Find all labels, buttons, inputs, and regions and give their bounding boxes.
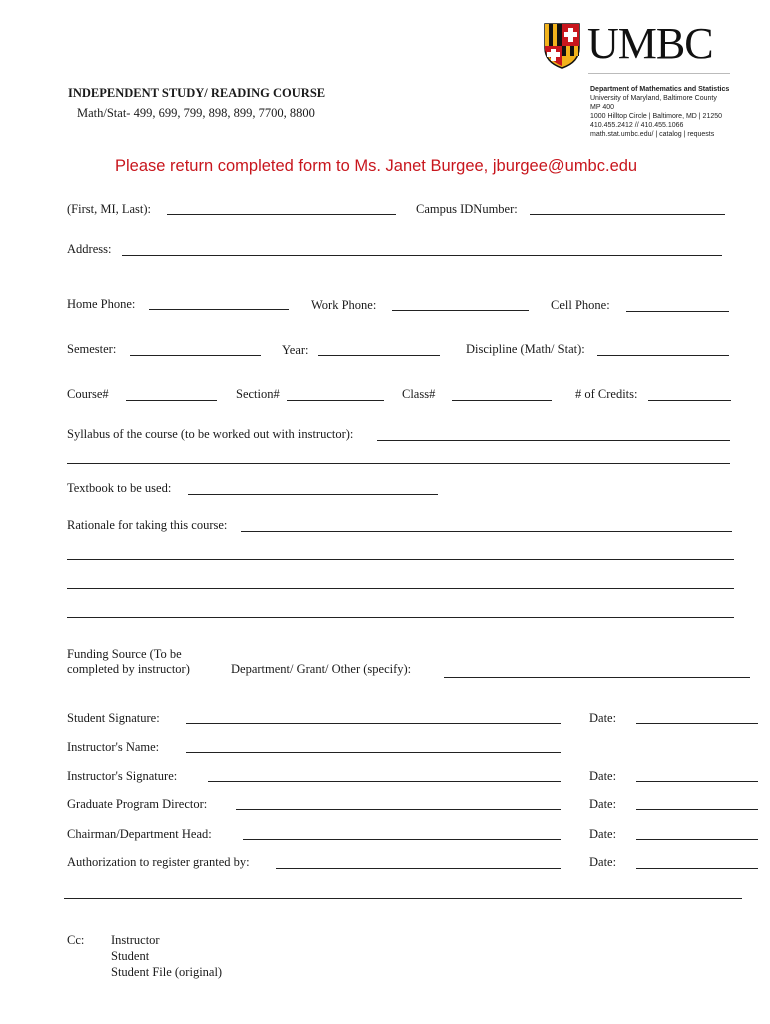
form-subtitle: Math/Stat- 499, 699, 799, 898, 899, 7700, 8800 — [77, 106, 315, 120]
cc-item-student: Student — [111, 949, 150, 963]
student-signature-field[interactable] — [186, 723, 561, 724]
cell-phone-field[interactable] — [626, 311, 729, 312]
dept-address: 1000 Hilltop Circle | Baltimore, MD | 21250 — [590, 113, 723, 120]
funding-label-1: Funding Source (To be — [67, 647, 182, 661]
cell-phone-label: Cell Phone: — [551, 298, 610, 312]
funding-detail-label: Department/ Grant/ Other (specify): — [231, 662, 412, 676]
credits-label: # of Credits: — [575, 387, 638, 401]
instructor-signature-label: Instructor's Signature: — [67, 769, 178, 783]
instructor-name-field[interactable] — [186, 752, 561, 753]
chairman-field[interactable] — [243, 839, 561, 840]
discipline-label: Discipline (Math/ Stat): — [466, 342, 585, 356]
funding-label-2: completed by instructor) — [67, 662, 190, 676]
class-label: Class# — [402, 387, 436, 401]
form-title: INDEPENDENT STUDY/ READING COURSE — [68, 86, 326, 100]
grad-director-date-label: Date: — [589, 797, 617, 811]
cc-item-student-file: Student File (original) — [111, 965, 223, 979]
campus-id-field[interactable] — [530, 214, 725, 215]
course-field[interactable] — [126, 400, 217, 401]
authorization-date-label: Date: — [589, 855, 617, 869]
dept-web: math.stat.umbc.edu/ | catalog | requests — [590, 131, 715, 138]
rationale-field-3[interactable] — [67, 588, 734, 589]
syllabus-label: Syllabus of the course (to be worked out with instructor): — [67, 427, 354, 441]
name-label: (First, MI, Last): — [67, 202, 152, 216]
umbc-logo — [543, 18, 733, 72]
umbc-wordmark: UMBC — [587, 19, 713, 68]
student-signature-label: Student Signature: — [67, 711, 160, 725]
year-label: Year: — [282, 343, 309, 357]
work-phone-field[interactable] — [392, 310, 529, 311]
authorization-field[interactable] — [276, 868, 561, 869]
grad-director-label: Graduate Program Director: — [67, 797, 208, 811]
instructor-name-label: Instructor's Name: — [67, 740, 160, 754]
section-divider — [64, 898, 742, 899]
student-date-field[interactable] — [636, 723, 758, 724]
campus-id-label: Campus IDNumber: — [416, 202, 518, 216]
authorization-label: Authorization to register granted by: — [67, 855, 250, 869]
maryland-flag-shield-icon — [543, 22, 581, 70]
rationale-field-4[interactable] — [67, 617, 734, 618]
syllabus-field-2[interactable] — [67, 463, 730, 464]
rationale-field-2[interactable] — [67, 559, 734, 560]
address-label: Address: — [67, 242, 112, 256]
grad-director-date-field[interactable] — [636, 809, 758, 810]
course-label: Course# — [67, 387, 109, 401]
chairman-label: Chairman/Department Head: — [67, 827, 212, 841]
instructor-date-label: Date: — [589, 769, 617, 783]
textbook-field[interactable] — [188, 494, 438, 495]
funding-field[interactable] — [444, 677, 750, 678]
dept-building: MP 400 — [590, 104, 614, 111]
semester-label: Semester: — [67, 342, 117, 356]
home-phone-label: Home Phone: — [67, 297, 136, 311]
dept-university: University of Maryland, Baltimore County — [590, 95, 717, 102]
instructor-signature-field[interactable] — [208, 781, 561, 782]
instructor-date-field[interactable] — [636, 781, 758, 782]
year-field[interactable] — [318, 355, 440, 356]
cc-label: Cc: — [67, 933, 85, 947]
address-field[interactable] — [122, 255, 722, 256]
name-field[interactable] — [167, 214, 396, 215]
logo-divider — [588, 73, 730, 74]
chairman-date-field[interactable] — [636, 839, 758, 840]
authorization-date-field[interactable] — [636, 868, 758, 869]
credits-field[interactable] — [648, 400, 731, 401]
student-date-label: Date: — [589, 711, 617, 725]
class-field[interactable] — [452, 400, 552, 401]
grad-director-field[interactable] — [236, 809, 561, 810]
department-info — [590, 85, 760, 139]
home-phone-field[interactable] — [149, 309, 289, 310]
dept-phone: 410.455.2412 // 410.455.1066 — [590, 122, 684, 129]
rationale-label: Rationale for taking this course: — [67, 518, 228, 532]
semester-field[interactable] — [130, 355, 261, 356]
cc-item-instructor: Instructor — [111, 933, 160, 947]
syllabus-field[interactable] — [377, 440, 730, 441]
work-phone-label: Work Phone: — [311, 298, 377, 312]
dept-name: Department of Mathematics and Statistics — [590, 86, 730, 93]
rationale-field[interactable] — [241, 531, 732, 532]
discipline-field[interactable] — [597, 355, 729, 356]
section-label: Section# — [236, 387, 280, 401]
textbook-label: Textbook to be used: — [67, 481, 172, 495]
chairman-date-label: Date: — [589, 827, 617, 841]
return-notice: Please return completed form to Ms. Janet Burgee, jburgee@umbc.edu — [115, 157, 638, 175]
section-field[interactable] — [287, 400, 384, 401]
